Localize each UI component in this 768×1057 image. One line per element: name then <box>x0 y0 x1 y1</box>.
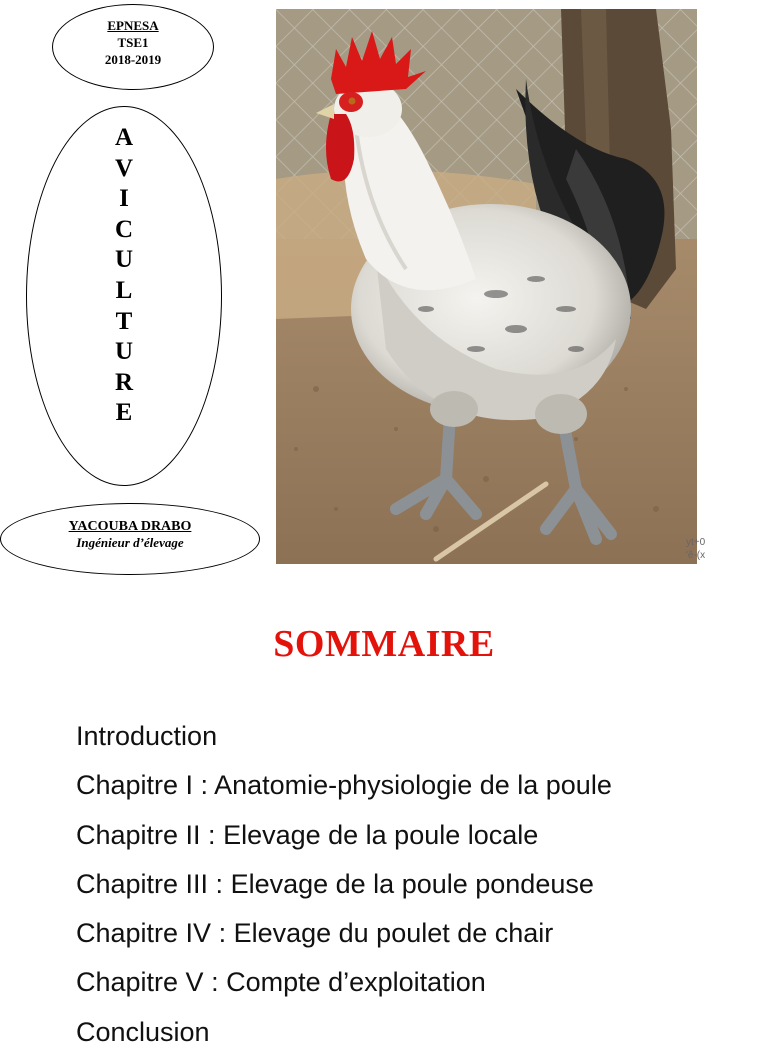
title-letter: L <box>115 276 133 304</box>
vertical-title <box>27 123 221 429</box>
sommaire-title: SOMMAIRE <box>273 623 495 665</box>
title-letter: U <box>114 338 134 366</box>
toc-item: Chapitre IV : Elevage du poulet de chair <box>76 918 554 949</box>
toc-item: Chapitre V : Compte d’exploitation <box>76 967 486 998</box>
toc-item: Introduction <box>76 721 218 751</box>
title-letter: I <box>119 185 129 213</box>
title-letter: R <box>114 368 134 396</box>
title-letter: U <box>114 246 134 274</box>
toc-item: Chapitre II : Elevage de la poule locale <box>76 819 539 850</box>
school-year: 2018-2019 <box>104 52 162 67</box>
title-letter: T <box>115 307 133 335</box>
school-info-ellipse <box>52 4 214 90</box>
rooster-photo <box>276 9 697 564</box>
title-ellipse <box>26 106 222 486</box>
title-letter: E <box>115 399 133 427</box>
toc-item: Conclusion <box>76 1016 210 1047</box>
title-letter: C <box>114 215 134 243</box>
author-role: Ingénieur d’élevage <box>76 535 184 550</box>
toc-item: Chapitre I : Anatomie-physiologie de la poule <box>76 770 612 801</box>
stray-text-line: 'ê-(x <box>686 550 706 561</box>
author-ellipse <box>0 503 260 575</box>
title-letter: V <box>114 154 134 182</box>
stray-text-line: yt+0 <box>686 537 706 548</box>
stray-text <box>686 536 705 562</box>
rooster-illustration <box>276 9 697 564</box>
table-of-contents <box>76 712 612 1057</box>
school-name: EPNESA <box>107 18 159 33</box>
author-name: YACOUBA DRABO <box>68 519 192 534</box>
toc-item: Chapitre III : Elevage de la poule pondeuse <box>76 868 594 899</box>
title-letter: A <box>114 124 134 151</box>
class-name: TSE1 <box>117 35 149 50</box>
